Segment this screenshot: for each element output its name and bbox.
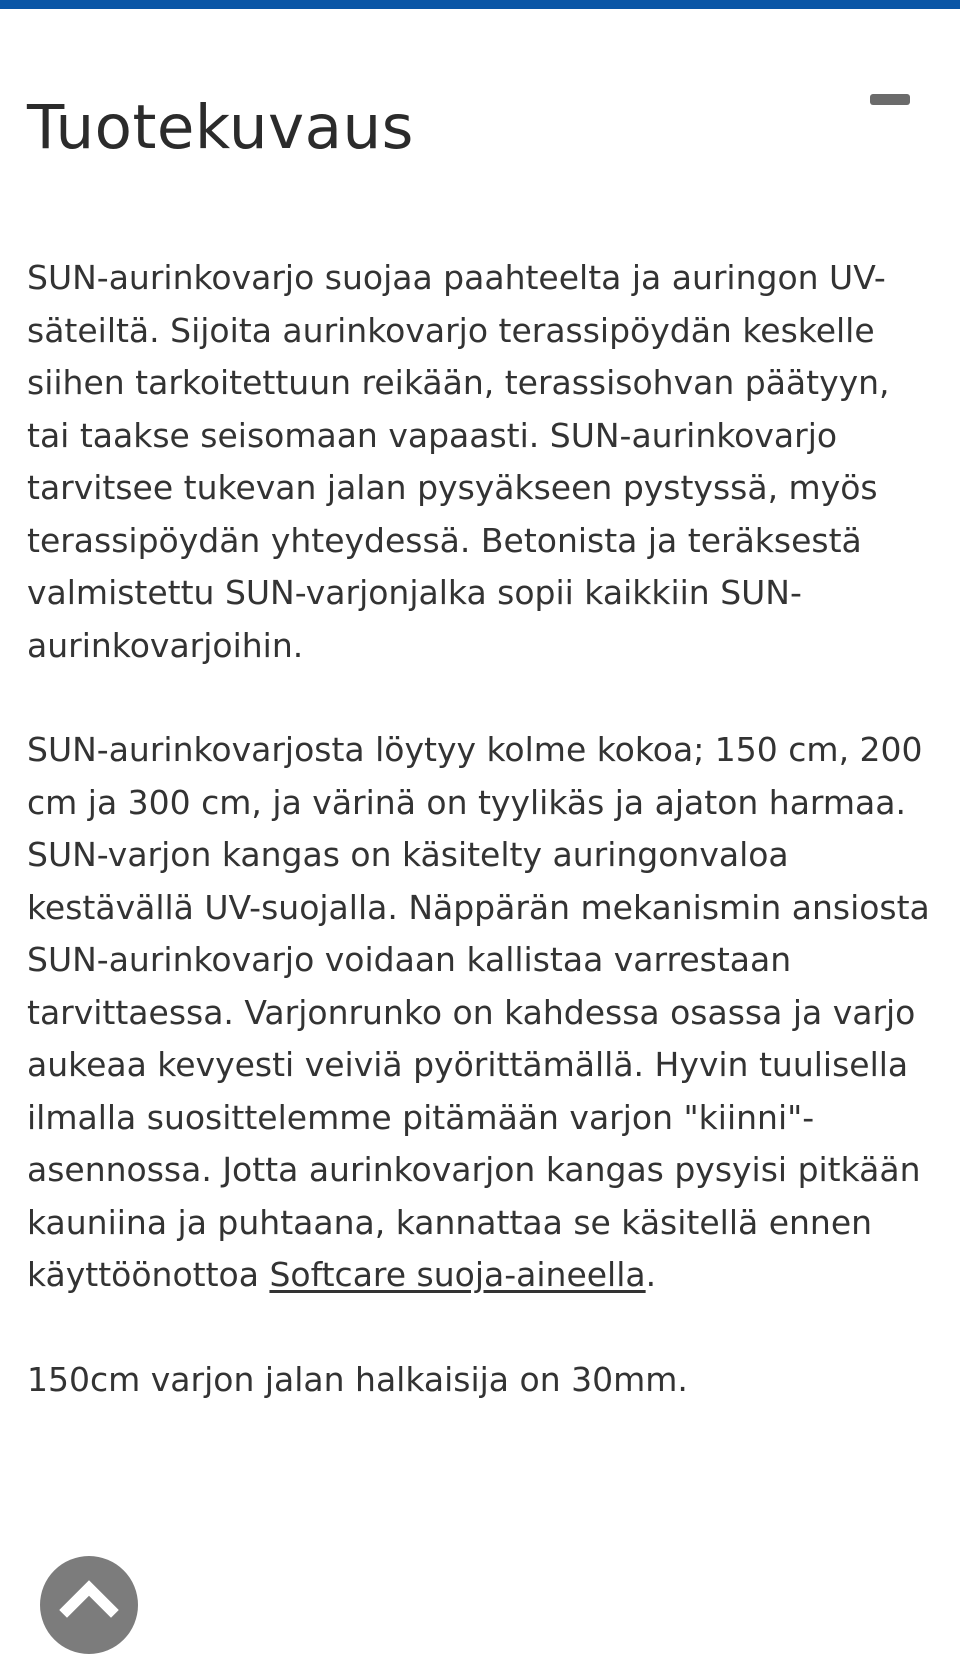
chevron-up-icon	[59, 1578, 119, 1618]
description-paragraph-2	[27, 724, 937, 1302]
product-description	[27, 252, 937, 1406]
description-paragraph-2-text: SUN-aurinkovarjosta löytyy kolme kokoa; 150 cm, 200 cm ja 300 cm, ja värinä on tyylikäs ja ajaton harmaa. SUN-varjon kangas on käsitelty auringonvaloa kestävällä UV-suojalla. Näppärän mekanismin ansiosta SUN-aurinkovarjo voidaan kallistaa varrestaan tarvittaessa. Varjonrunko on kahdessa osassa ja varjo aukeaa kevyesti veiviä pyörittämällä. Hyvin tuulisella ilmalla suosittelemme pitämään varjon "kiinni"-asennossa. Jotta aurinkovarjon kangas pysyisi pitkään kauniina ja puhtaana, kannattaa se käsitellä ennen käyttöönottoa	[27, 730, 930, 1294]
top-accent-bar	[0, 0, 960, 9]
minus-icon	[870, 94, 910, 105]
scroll-to-top-button[interactable]	[40, 1556, 138, 1654]
description-paragraph-3: 150cm varjon jalan halkaisija on 30mm.	[27, 1359, 688, 1399]
description-paragraph-2-end: .	[645, 1255, 657, 1294]
section-title: Tuotekuvaus	[27, 92, 414, 163]
collapse-section-button[interactable]	[860, 80, 920, 120]
description-paragraph-1: SUN-aurinkovarjo suojaa paahteelta ja auringon UV-säteiltä. Sijoita aurinkovarjo terassipöydän keskelle siihen tarkoitettuun reikään, terassisohvan päätyyn, tai taakse seisomaan vapaasti. SUN-aurinkovarjo tarvitsee tukevan jalan pysyäkseen pystyssä, myös terassipöydän yhteydessä. Betonista ja teräksestä valmistettu SUN-varjonjalka sopii kaikkiin SUN-aurinkovarjoihin.	[27, 258, 890, 665]
softcare-link[interactable]: Softcare suoja-aineella	[269, 1255, 646, 1294]
